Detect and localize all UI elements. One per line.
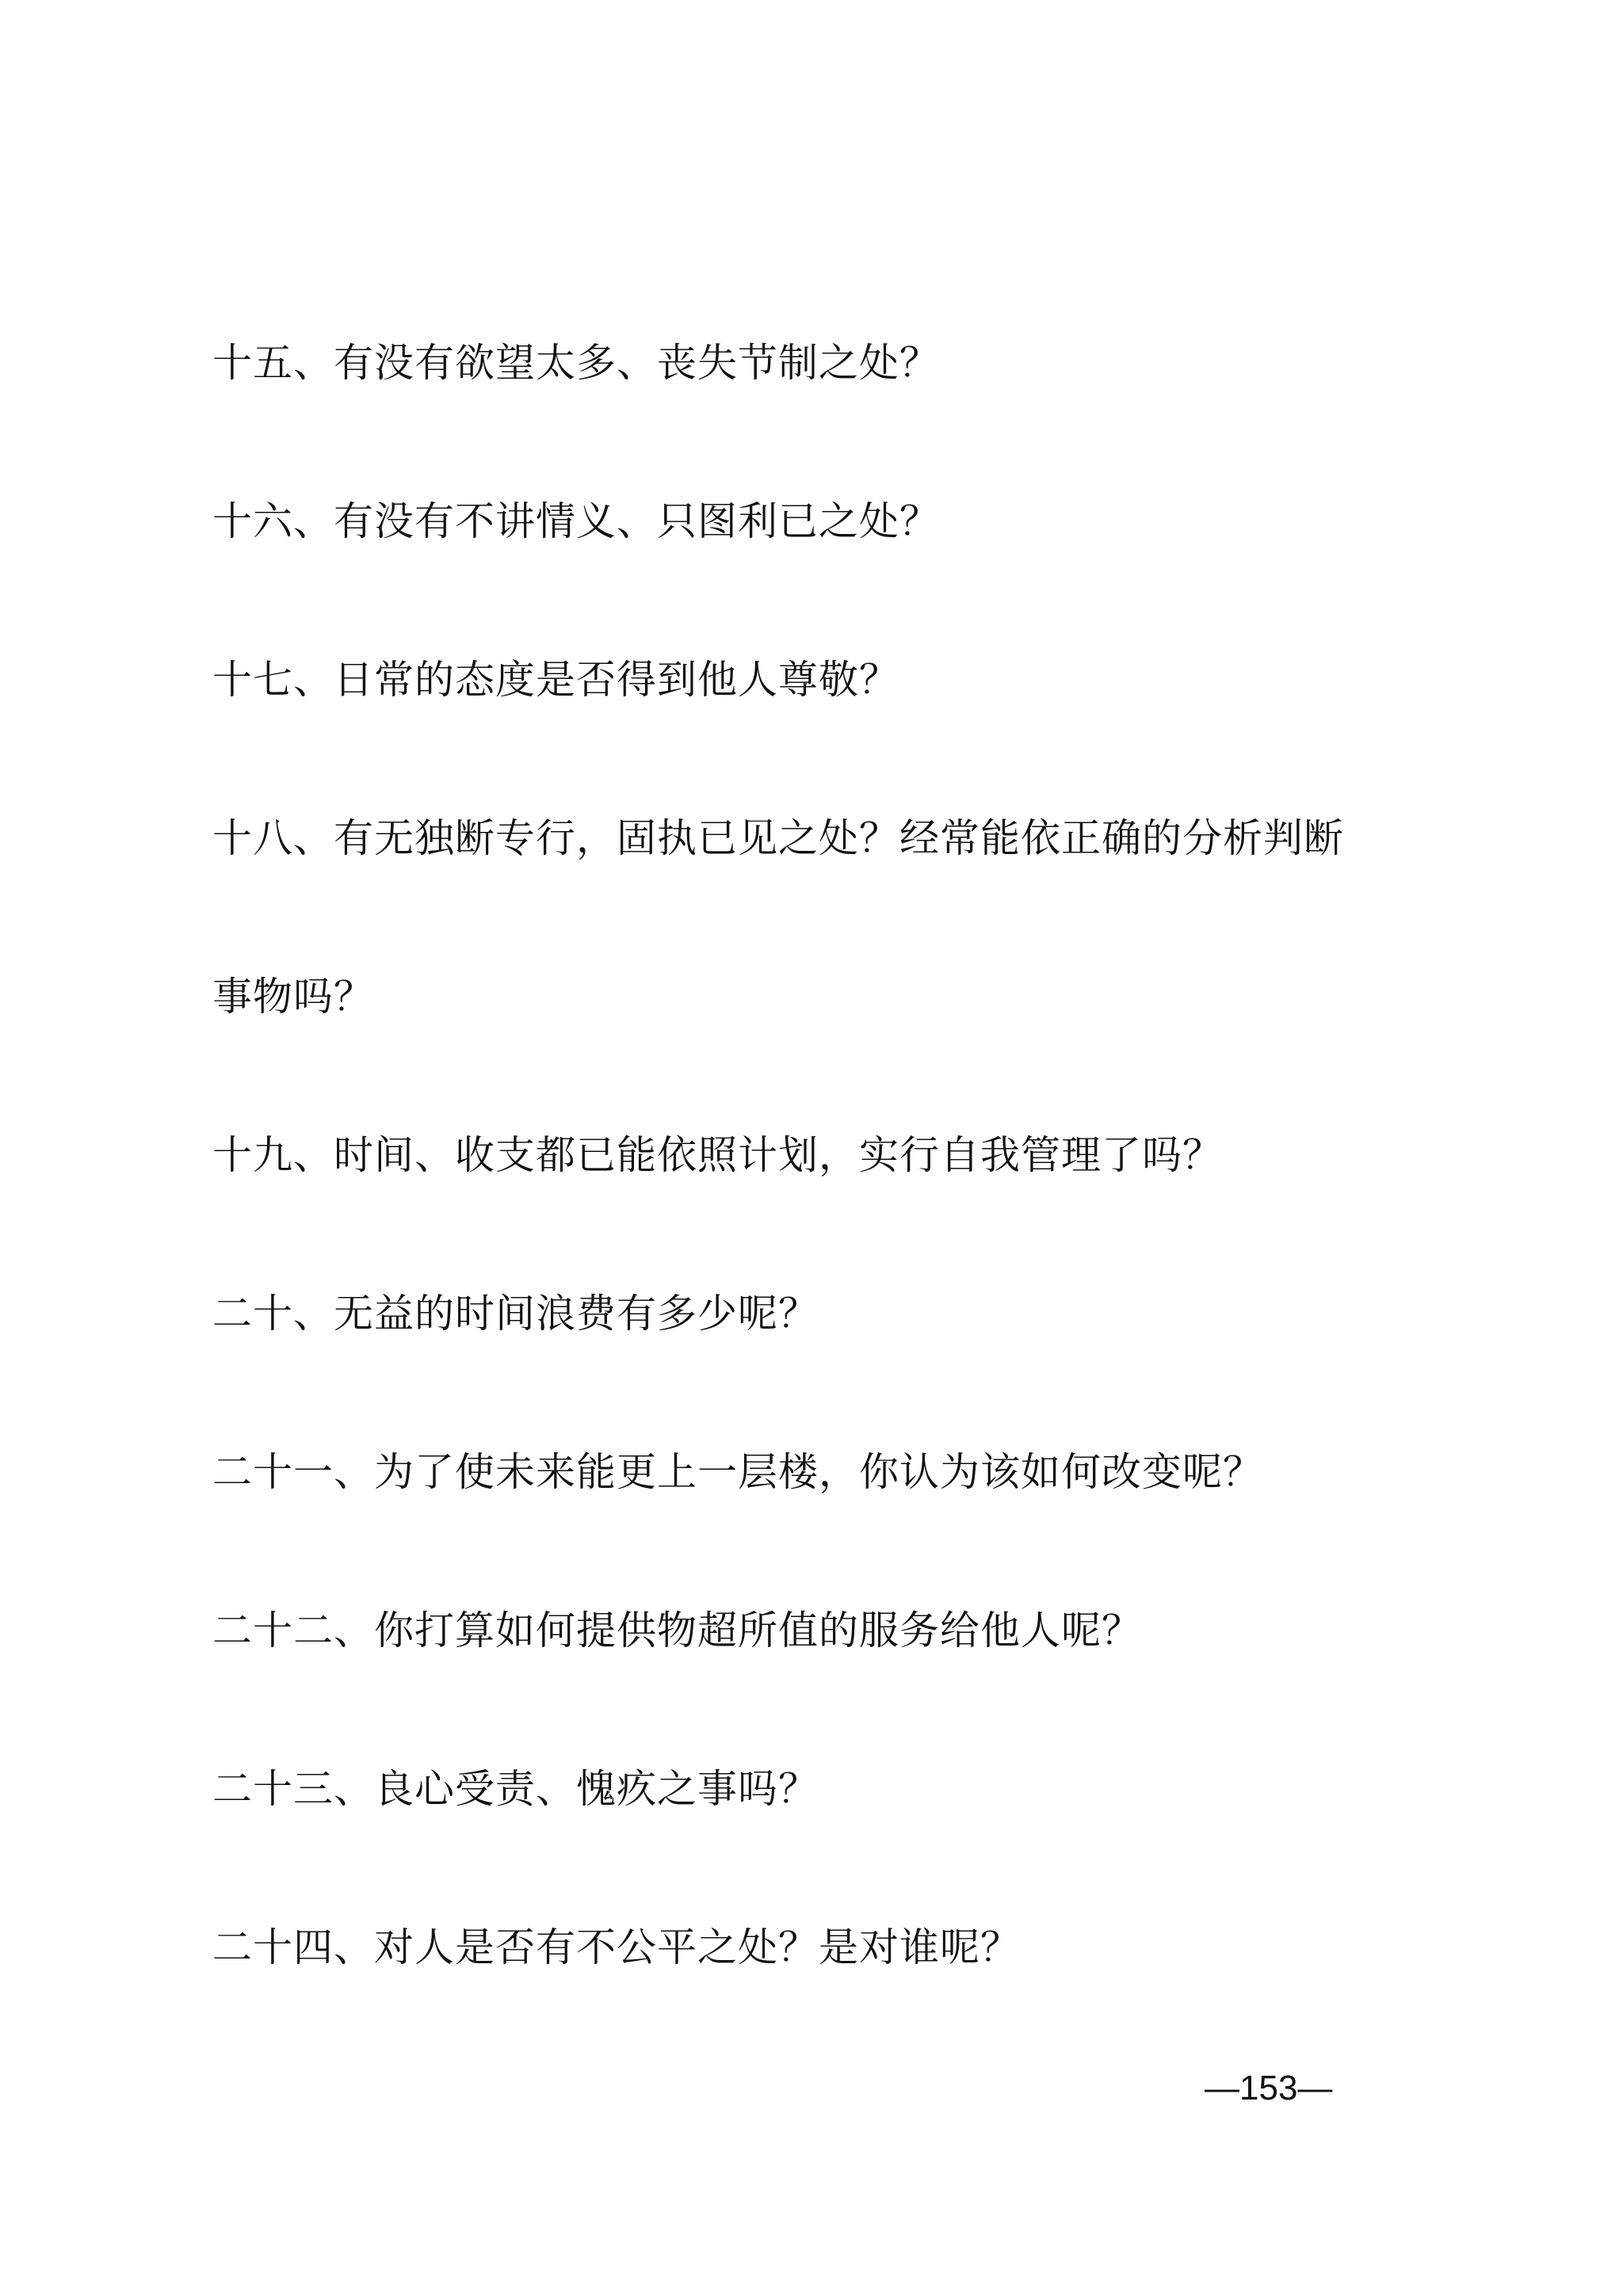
text-line-23: 二十三、良心受责、愧疚之事吗？: [212, 1766, 819, 1812]
text-line-17: 十七、日常的态度是否得到他人尊敬？: [212, 657, 899, 703]
text-line-21: 二十一、为了使未来能更上一层楼，你认为该如何改变呢？: [212, 1449, 1263, 1495]
text-line-16: 十六、有没有不讲情义、只图利已之处？: [212, 498, 940, 544]
text-line-22: 二十二、你打算如何提供物超所值的服务给他人呢？: [212, 1608, 1142, 1653]
text-line-18-continued: 事物吗？: [212, 974, 374, 1020]
text-line-24: 二十四、对人是否有不公平之处？是对谁呢？: [212, 1924, 1021, 1970]
text-line-15: 十五、有没有欲望太多、丧失节制之处？: [212, 340, 940, 386]
text-line-19: 十九、时间、收支都已能依照计划，实行自我管理了吗？: [212, 1132, 1223, 1178]
text-line-18: 十八、有无独断专行，固执已见之处？经常能依正确的分析判断: [212, 815, 1344, 861]
page-number: —153—: [1205, 2069, 1333, 2107]
text-line-20: 二十、无益的时间浪费有多少呢？: [212, 1291, 819, 1337]
